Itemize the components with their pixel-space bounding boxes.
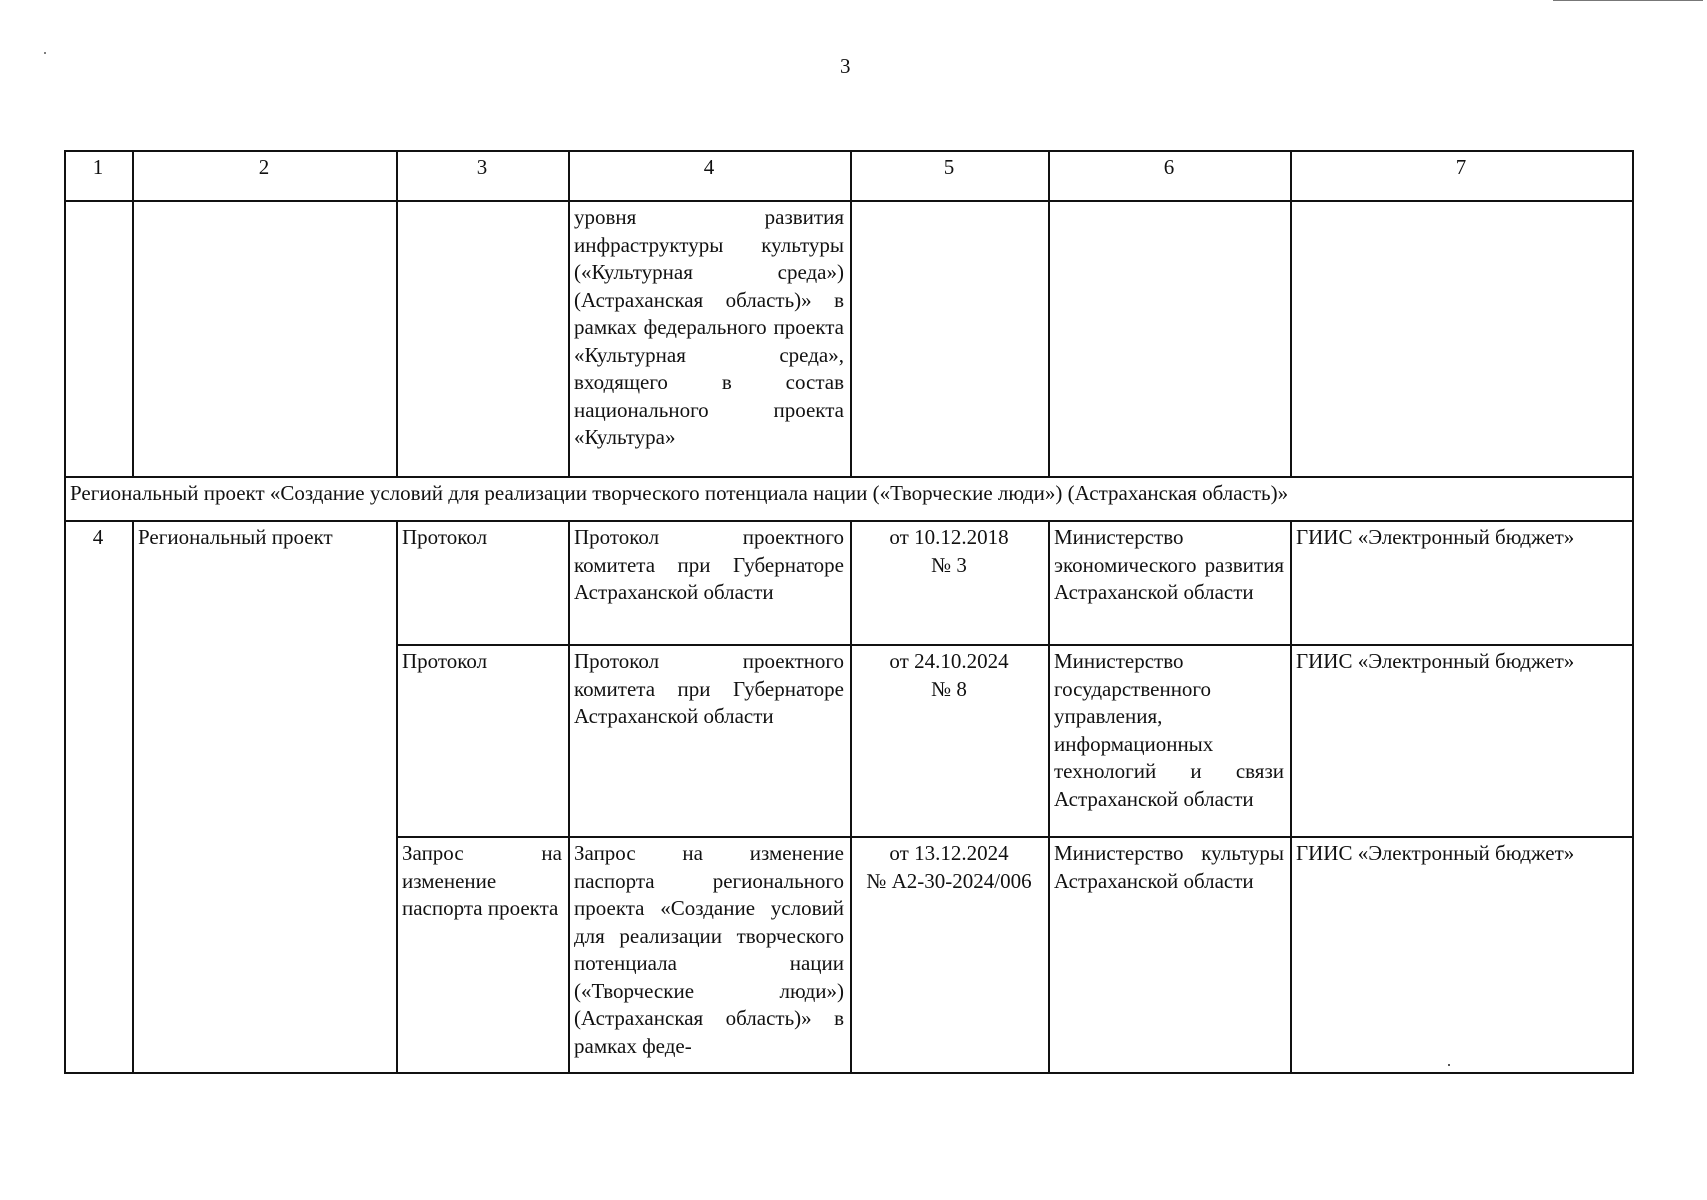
table-cell (1049, 201, 1291, 477)
doc-date-cell (851, 837, 1049, 1073)
header-cell-1: 1 (65, 151, 133, 201)
group-type: Региональный проект (133, 521, 397, 1073)
doc-number: № 8 (931, 676, 967, 701)
doc-type-cell: Запрос на изменение паспорта проекта (397, 837, 569, 1073)
table-row (65, 521, 1633, 645)
header-cell-7: 7 (1291, 151, 1633, 201)
header-cell-3: 3 (397, 151, 569, 201)
header-cell-2: 2 (133, 151, 397, 201)
doc-type-cell: Протокол (397, 521, 569, 645)
doc-name-cell: Протокол проектного комитета при Губернаторе Астраханской области (569, 521, 851, 645)
header-row (65, 151, 1633, 201)
system-cell: ГИИС «Электронный бюджет» (1291, 645, 1633, 837)
table-cell (133, 201, 397, 477)
doc-date: от 24.10.2024 (889, 649, 1009, 673)
system-cell: ГИИС «Электронный бюджет» (1291, 837, 1633, 1073)
doc-number: № 3 (931, 552, 967, 577)
top-rule (1553, 0, 1703, 1)
authority-cell: Министерство экономического развития Астраханской области (1049, 521, 1291, 645)
authority-cell: Министерство культуры Астраханской области (1049, 837, 1291, 1073)
doc-date-cell (851, 521, 1049, 645)
system-cell: ГИИС «Электронный бюджет» (1291, 521, 1633, 645)
page-number: 3 (840, 54, 851, 78)
doc-name-cell: Протокол проектного комитета при Губернаторе Астраханской области (569, 645, 851, 837)
table-cell (397, 201, 569, 477)
header-cell-6: 6 (1049, 151, 1291, 201)
continuation-name-cell: уровня развития инфраструктуры культуры («Культурная среда») (Астраханская область)» в рамках федерального проекта «Культурная среда», входящего в состав национального проекта «Культура» (569, 201, 851, 477)
continuation-row (65, 201, 1633, 477)
doc-date-cell (851, 645, 1049, 837)
table-cell (65, 201, 133, 477)
doc-type-cell: Протокол (397, 645, 569, 837)
doc-date: от 10.12.2018 (889, 525, 1009, 549)
group-number: 4 (65, 521, 133, 1073)
section-title: Региональный проект «Создание условий для реализации творческого потенциала нации («Творческие люди») (Астраханская область)» (65, 477, 1633, 521)
table-cell (851, 201, 1049, 477)
scan-speck (44, 52, 46, 54)
authority-cell: Министерство государственного управления, информационных технологий и связи Астраханской области (1049, 645, 1291, 837)
doc-name-cell: Запрос на изменение паспорта регионального проекта «Создание условий для реализации творческого потенциала нации («Творческие люди») (Астраханская область)» в рамках феде- (569, 837, 851, 1073)
table-cell (1291, 201, 1633, 477)
section-row (65, 477, 1633, 521)
header-cell-4: 4 (569, 151, 851, 201)
header-cell-5: 5 (851, 151, 1049, 201)
doc-date: от 13.12.2024 (889, 841, 1009, 865)
document-table (64, 150, 1634, 1074)
doc-number: № А2-30-2024/006 (866, 868, 1032, 893)
scan-speck (1448, 1064, 1450, 1066)
